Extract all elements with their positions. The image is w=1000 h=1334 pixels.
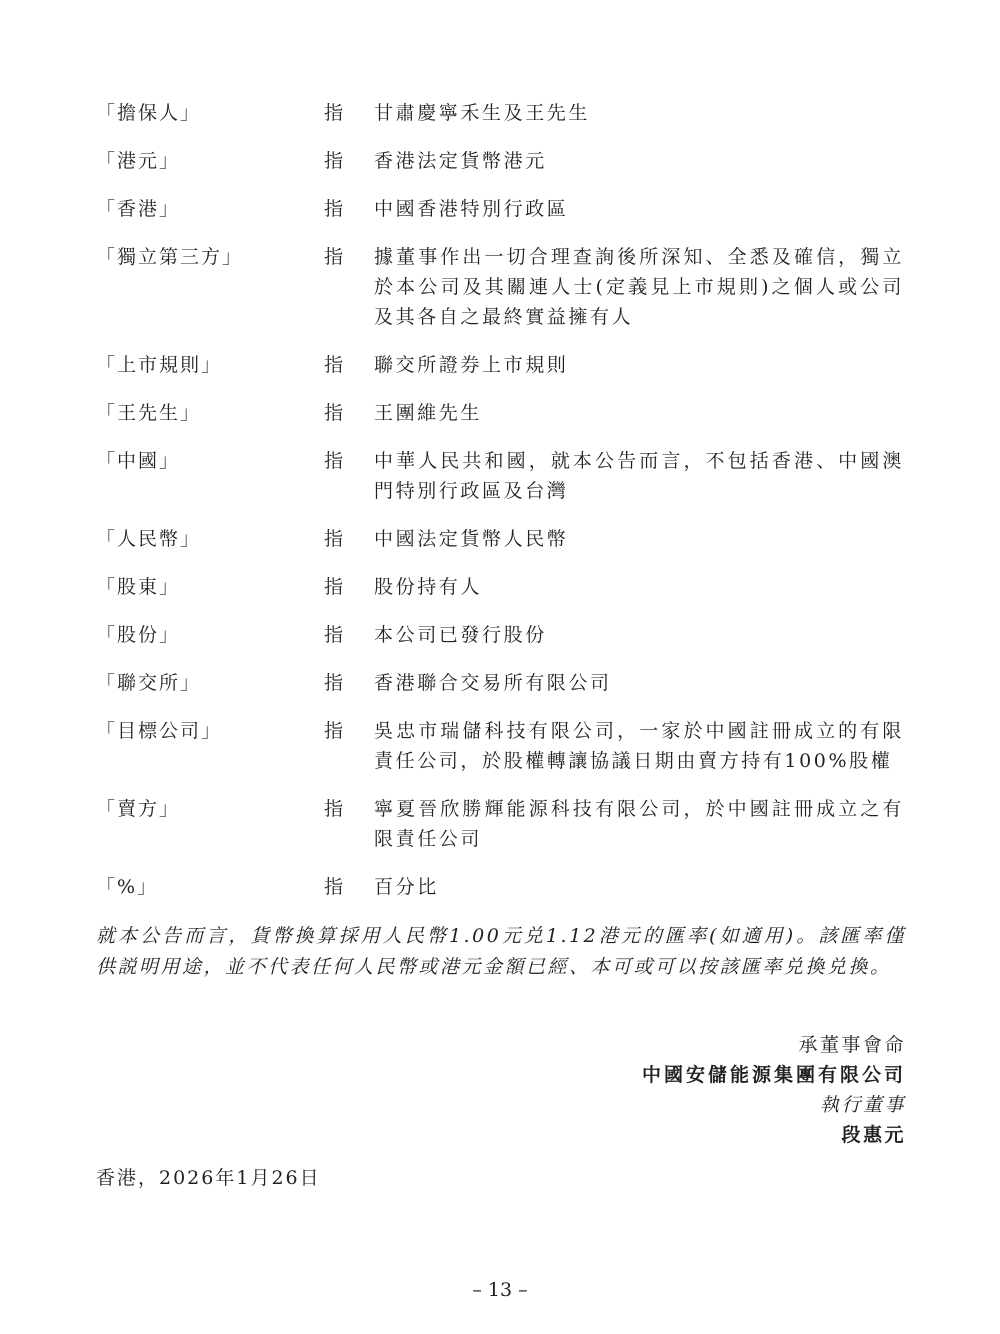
definition-description: 吳忠市瑞儲科技有限公司，一家於中國註冊成立的有限責任公司，於股權轉讓協議日期由賣方持有100%股權 [374, 720, 904, 772]
definition-row [96, 572, 906, 602]
company-name: 中國安儲能源集團有限公司 [641, 1064, 906, 1086]
signature-line: 承董事會命 [798, 1034, 906, 1056]
definition-means: 指 [324, 528, 344, 550]
definition-means: 指 [324, 102, 344, 124]
definition-means: 指 [324, 198, 344, 220]
definition-row [96, 524, 906, 554]
definition-means: 指 [324, 798, 344, 820]
definition-term: 「人民幣」 [96, 528, 202, 550]
definition-term: 「中國」 [96, 450, 181, 472]
definition-description: 中國法定貨幣人民幣 [374, 528, 569, 550]
definition-row [96, 98, 906, 128]
definition-term: 「%」 [96, 876, 159, 898]
definition-row [96, 794, 906, 854]
definition-row [96, 446, 906, 506]
definition-means: 指 [324, 354, 344, 376]
definition-means: 指 [324, 246, 344, 268]
definition-term: 「香港」 [96, 198, 181, 220]
definition-row [96, 398, 906, 428]
definition-term: 「賣方」 [96, 798, 181, 820]
definition-row [96, 668, 906, 698]
definition-means: 指 [324, 576, 344, 598]
definition-row [96, 872, 906, 902]
definition-description: 股份持有人 [374, 576, 483, 598]
definition-description: 百分比 [374, 876, 439, 898]
definition-description: 香港法定貨幣港元 [374, 150, 547, 172]
definition-term: 「擔保人」 [96, 102, 202, 124]
definition-description: 聯交所證券上市規則 [374, 354, 569, 376]
definition-term: 「獨立第三方」 [96, 246, 244, 268]
definition-means: 指 [324, 720, 344, 742]
definition-term: 「股份」 [96, 624, 181, 646]
signatory-role: 執行董事 [819, 1094, 906, 1116]
definition-means: 指 [324, 402, 344, 424]
definition-means: 指 [324, 450, 344, 472]
definition-term: 「聯交所」 [96, 672, 202, 694]
signature-block [506, 1030, 906, 1150]
definition-term: 「港元」 [96, 150, 181, 172]
definition-row [96, 194, 906, 224]
definition-means: 指 [324, 876, 344, 898]
definition-description: 香港聯合交易所有限公司 [374, 672, 612, 694]
definition-description: 本公司已發行股份 [374, 624, 547, 646]
currency-conversion-note: 就本公告而言，貨幣換算採用人民幣1.00元兑1.12港元的匯率(如適用)。該匯率僅供説明用途，並不代表任何人民幣或港元金額已經、本可或可以按該匯率兑換兑換。 [96, 925, 906, 978]
definition-description: 王團維先生 [374, 402, 483, 424]
definition-description: 寧夏晉欣勝輝能源科技有限公司，於中國註冊成立之有限責任公司 [374, 798, 904, 850]
definition-row [96, 242, 906, 332]
definition-description: 中國香港特別行政區 [374, 198, 569, 220]
dateline: 香港，2026年1月26日 [96, 1167, 321, 1189]
definition-means: 指 [324, 624, 344, 646]
definition-row [96, 716, 906, 776]
definition-description: 甘肅慶寧禾生及王先生 [374, 102, 591, 124]
definition-description: 中華人民共和國，就本公告而言，不包括香港、中國澳門特別行政區及台灣 [374, 450, 904, 502]
definition-row [96, 620, 906, 650]
definitions-list [96, 98, 906, 920]
definition-means: 指 [324, 150, 344, 172]
page-number: – 13 – [472, 1279, 528, 1301]
definition-term: 「上市規則」 [96, 354, 223, 376]
definition-term: 「王先生」 [96, 402, 202, 424]
signatory-name: 段惠元 [841, 1124, 906, 1146]
definition-term: 「目標公司」 [96, 720, 223, 742]
definition-means: 指 [324, 672, 344, 694]
definition-term: 「股東」 [96, 576, 181, 598]
definition-description: 據董事作出一切合理查詢後所深知、全悉及確信，獨立於本公司及其關連人士(定義見上市規則)之個人或公司及其各自之最終實益擁有人 [374, 246, 904, 328]
definition-row [96, 350, 906, 380]
definition-row [96, 146, 906, 176]
